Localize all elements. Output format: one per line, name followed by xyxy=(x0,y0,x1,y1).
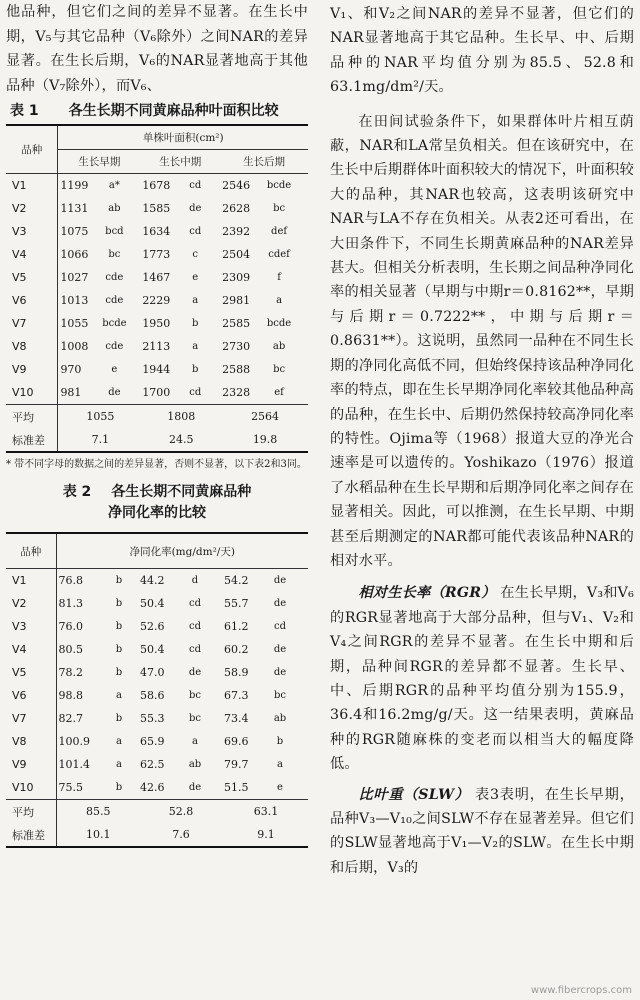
table2-mid-sig: bc xyxy=(188,713,201,724)
table1-caption xyxy=(6,100,308,120)
table1-sd-value: 24.5 xyxy=(168,433,194,446)
table2-variety: V2 xyxy=(12,597,27,610)
table1-variety: V1 xyxy=(12,179,27,192)
table1-mid-value: 1585 xyxy=(142,202,171,215)
table2-mid-sig: cd xyxy=(188,644,201,655)
left-column xyxy=(6,0,308,848)
table1-row xyxy=(6,243,308,266)
table1-row xyxy=(6,289,308,312)
table1-row xyxy=(6,358,308,381)
table1-title: 各生长期不同黄麻品种叶面积比较 xyxy=(68,103,279,119)
table2-row xyxy=(6,615,308,638)
table2-mid-sig: cd xyxy=(188,598,201,609)
table2-mid-sig: d xyxy=(191,575,199,586)
table2-early-sig: b xyxy=(115,644,123,655)
table2-late-sig: cd xyxy=(273,621,286,632)
table1-mid-sig: cd xyxy=(189,387,202,398)
table1-mean-value: 2564 xyxy=(251,410,280,423)
table1-early-sig: e xyxy=(111,364,118,375)
table2-early-value: 100.9 xyxy=(56,730,100,753)
table2-early-sig: b xyxy=(115,575,123,586)
table2-late-value: 58.9 xyxy=(224,666,249,679)
table2-late-sig: b xyxy=(276,736,284,747)
table1-early-value: 1075 xyxy=(58,220,89,243)
rgr-paragraph xyxy=(330,581,634,776)
table1-mid-sig: e xyxy=(192,272,199,283)
table2-row xyxy=(6,661,308,684)
table1-early-value: 1013 xyxy=(58,289,89,312)
table1-early-sig: a* xyxy=(108,180,120,191)
table2-mid-value: 62.5 xyxy=(140,758,165,771)
table2-variety: V9 xyxy=(12,758,27,771)
table1-variety-header: 品种 xyxy=(21,144,43,156)
table2 xyxy=(6,532,308,848)
table1-mid-value: 1700 xyxy=(142,386,171,399)
table2-mean-value: 63.1 xyxy=(253,805,279,818)
table2-late-value: 61.2 xyxy=(224,620,249,633)
table1-late-sig: ab xyxy=(272,341,286,352)
rgr-text: 在生长早期，V₃和V₆的RGR显著地高于大部分品种，但与V₁、V₂和V₄之间RGR的差异不显著。在生长中期和后期，品种间RGR的差异都不显著。生长早、中、后期RGR的品种平均值分别为155.9，36.4和16.2mg/g/天。这一结果表明，黄麻品种的RGR随麻株的变老而以相当大的幅度降低。 xyxy=(330,585,634,773)
table1-early-sig: cde xyxy=(105,295,124,306)
table1-row xyxy=(6,220,308,243)
table1-variety: V4 xyxy=(12,248,27,261)
right-column xyxy=(330,0,634,880)
table1-late-sig: f xyxy=(277,272,281,283)
site-watermark: www.fibercrops.com xyxy=(530,985,632,996)
table2-mid-sig: bc xyxy=(188,690,201,701)
table2-variety: V8 xyxy=(12,735,27,748)
nar-paragraph-end: V₁、和V₂之间NAR的差异不显著，但它们的NAR显著地高于其它品种。生长早、中、后期品种的NAR平均值分别为85.5、52.8和63.1mg/dm²/天。 xyxy=(330,6,634,96)
table2-late-value: 55.7 xyxy=(224,597,249,610)
table1-late-sig: a xyxy=(276,295,283,306)
table2-mean-value: 85.5 xyxy=(56,800,138,824)
table1-early-value: 1008 xyxy=(58,335,89,358)
table2-sd-label: 标准差 xyxy=(12,828,45,842)
table1-late-sig: bcde xyxy=(266,318,292,329)
table2-late-value: 67.3 xyxy=(224,689,249,702)
table1-period-mid: 生长中期 xyxy=(140,150,220,174)
table1-late-value: 2309 xyxy=(222,271,251,284)
table1-mid-sig: de xyxy=(189,203,202,214)
table2-row xyxy=(6,638,308,661)
table2-title-line2: 净同化率的比较 xyxy=(108,505,206,521)
table2-early-sig: b xyxy=(115,713,123,724)
table1-early-value: 981 xyxy=(58,381,89,405)
table1-early-value: 1066 xyxy=(58,243,89,266)
table1-early-sig: cde xyxy=(105,341,124,352)
table2-late-sig: de xyxy=(273,575,287,586)
table2-early-value: 101.4 xyxy=(56,753,100,776)
table1-mid-value: 1467 xyxy=(142,271,171,284)
table2-mid-sig: de xyxy=(188,667,202,678)
table2-late-value: 73.4 xyxy=(224,712,249,725)
table2-row xyxy=(6,776,308,800)
table2-row xyxy=(6,730,308,753)
table2-variety: V1 xyxy=(12,574,27,587)
table2-row xyxy=(6,753,308,776)
table2-early-sig: b xyxy=(115,782,123,793)
table1-row xyxy=(6,174,308,198)
table1-unit-header: 单株叶面积(cm²) xyxy=(58,125,308,150)
table1-mean-row xyxy=(6,405,308,429)
table1-early-value: 1055 xyxy=(58,312,89,335)
table2-early-value: 78.2 xyxy=(56,661,100,684)
table1-late-value: 2730 xyxy=(222,340,251,353)
table1-mid-sig: c xyxy=(192,249,199,260)
table2-mid-value: 52.6 xyxy=(140,620,165,633)
table1-early-value: 970 xyxy=(58,358,89,381)
table-footnote: * 带不同字母的数据之间的差异显著，否则不显著，以下表2和3同。 xyxy=(6,459,307,470)
table1-row xyxy=(6,197,308,220)
table1-sd-label: 标准差 xyxy=(12,433,45,447)
table2-late-sig: de xyxy=(273,667,287,678)
table1-row xyxy=(6,266,308,289)
table1-late-value: 2628 xyxy=(222,202,251,215)
table1-late-value: 2588 xyxy=(222,363,251,376)
table2-sd-value: 9.1 xyxy=(257,828,275,841)
table2-early-sig: b xyxy=(115,667,123,678)
table1-sd-value: 7.1 xyxy=(58,428,140,452)
table2-mid-sig: de xyxy=(188,782,202,793)
table2-row xyxy=(6,592,308,615)
table2-mid-value: 50.4 xyxy=(140,643,165,656)
table1-mid-value: 1634 xyxy=(142,225,171,238)
table2-row xyxy=(6,707,308,730)
table2-early-value: 81.3 xyxy=(56,592,100,615)
table2-unit-header: 净同化率(mg/dm²/天) xyxy=(56,533,308,569)
table2-early-sig: a xyxy=(116,736,122,747)
table1-row xyxy=(6,335,308,358)
table2-mid-value: 42.6 xyxy=(140,781,165,794)
table2-early-sig: a xyxy=(116,759,122,770)
table1-late-sig: bc xyxy=(273,364,286,375)
table1-late-value: 2981 xyxy=(222,294,251,307)
table1-mid-value: 1678 xyxy=(142,179,171,192)
table1-row xyxy=(6,381,308,405)
intro-paragraph: 他品种，但它们之间的差异不显著。在生长中期，V₅与其它品种（V₆除外）之间NAR的差异显著。在生长后期，V₆的NAR显著地高于其他品种（V₇除外），而V₆、 xyxy=(6,4,308,94)
table2-late-value: 54.2 xyxy=(224,574,249,587)
table2-caption xyxy=(6,480,308,524)
table2-mid-value: 55.3 xyxy=(140,712,165,725)
table2-mean-label: 平均 xyxy=(12,805,34,819)
table1-variety: V7 xyxy=(12,317,27,330)
table2-early-value: 76.8 xyxy=(56,569,100,593)
table2-late-sig: de xyxy=(273,644,287,655)
table2-late-value: 79.7 xyxy=(224,758,249,771)
table1-early-sig: bcd xyxy=(105,226,124,237)
table1-mid-sig: a xyxy=(192,341,199,352)
table1-row xyxy=(6,312,308,335)
table1-mid-sig: b xyxy=(192,318,199,329)
table1-early-sig: ab xyxy=(108,203,121,214)
table1-late-value: 2328 xyxy=(222,386,251,399)
table1-mean-label: 平均 xyxy=(12,410,34,424)
rgr-heading: 相对生长率（RGR） xyxy=(358,585,496,602)
table1-late-sig: bc xyxy=(273,203,286,214)
table1-period-late: 生长后期 xyxy=(220,150,308,174)
table2-variety: V3 xyxy=(12,620,27,633)
table1-early-sig: cde xyxy=(105,272,124,283)
table1-mid-value: 1944 xyxy=(142,363,171,376)
nar-discussion-text: 在田间试验条件下，如果群体叶片相互荫蔽，NAR和LA常呈负相关。但在该研究中，在生长中后期群体叶面积较大的情况下，叶面积较大的品种，其NAR也较高，这表明该研究中NAR与LA不存在负相关。从表2还可看出，在大田条件下，不同生长期黄麻品种的NAR差异甚大。但相关分析表明，生长期之间品种净同化率的相关显著（早期与中期r＝0.8162**，早期与后期r＝0.7222**，中期与后期r＝0.8631**）。这说明，虽然同一品种在不同生长期的净同化高低不同，但始终保持该品种净同化率的特点，即在生长早期净同化率较其他品种高的品种，在生长中、后期仍然保持较高净同化率的特性。Ojima等（1968）报道大豆的净光合速率是可以遗传的。Yoshikazo（1976）报道了水稻品种在生长早期和后期净同化率之间存在显著相关。因此，可以推测，在生长早期、中期甚至后期测定的NAR都可能代表该品种NAR的相对水平。 xyxy=(330,113,634,569)
table2-late-value: 51.5 xyxy=(224,781,249,794)
table1 xyxy=(6,124,308,453)
table1-late-sig: cdef xyxy=(268,249,290,260)
table1-sd-value: 19.8 xyxy=(252,433,278,446)
table2-late-sig: de xyxy=(273,598,287,609)
table1-mid-value: 1950 xyxy=(142,317,171,330)
table2-mid-value: 65.9 xyxy=(140,735,165,748)
table1-variety: V9 xyxy=(12,363,27,376)
table2-sd-row xyxy=(6,823,308,847)
table1-early-sig: bc xyxy=(108,249,121,260)
table1-variety: V5 xyxy=(12,271,27,284)
table1-mean-value: 1055 xyxy=(58,405,140,429)
table2-late-sig: bc xyxy=(273,690,286,701)
table2-late-sig: ab xyxy=(273,713,287,724)
table1-mid-sig: a xyxy=(192,295,199,306)
table1-late-value: 2392 xyxy=(222,225,251,238)
table2-mid-value: 50.4 xyxy=(140,597,165,610)
table2-early-sig: b xyxy=(115,598,123,609)
table1-variety: V6 xyxy=(12,294,27,307)
table2-late-value: 60.2 xyxy=(224,643,249,656)
table1-early-sig: de xyxy=(108,387,121,398)
table2-sd-value: 7.6 xyxy=(172,828,190,841)
table2-mid-sig: cd xyxy=(188,621,201,632)
table1-early-value: 1131 xyxy=(58,197,89,220)
table2-early-value: 82.7 xyxy=(56,707,100,730)
table2-late-value: 69.6 xyxy=(224,735,249,748)
table2-early-value: 75.5 xyxy=(56,776,100,800)
table2-row xyxy=(6,569,308,593)
table2-title-line1: 各生长期不同黄麻品种 xyxy=(111,484,252,500)
table2-early-sig: a xyxy=(116,690,122,701)
table2-mean-row xyxy=(6,800,308,824)
table2-sd-value: 10.1 xyxy=(56,823,138,847)
table2-variety: V4 xyxy=(12,643,27,656)
table1-mid-value: 2113 xyxy=(142,340,171,353)
table1-sd-row xyxy=(6,428,308,452)
table2-early-value: 76.0 xyxy=(56,615,100,638)
table2-early-value: 80.5 xyxy=(56,638,100,661)
table1-late-sig: bcde xyxy=(266,180,292,191)
table1-late-value: 2504 xyxy=(222,248,251,261)
table1-mid-value: 1773 xyxy=(142,248,171,261)
table2-variety-header: 品种 xyxy=(20,545,42,558)
table2-mid-sig: ab xyxy=(188,759,202,770)
table2-variety: V6 xyxy=(12,689,27,702)
table1-variety: V3 xyxy=(12,225,27,238)
table1-mid-sig: b xyxy=(192,364,199,375)
table1-mid-value: 2229 xyxy=(142,294,171,307)
table1-mid-sig: cd xyxy=(189,180,202,191)
table1-mean-value: 1808 xyxy=(167,410,196,423)
table2-early-value: 98.8 xyxy=(56,684,100,707)
table2-variety: V7 xyxy=(12,712,27,725)
table1-early-value: 1027 xyxy=(58,266,89,289)
table2-late-sig: a xyxy=(277,759,283,770)
nar-discussion-paragraph xyxy=(330,110,634,574)
table1-variety: V8 xyxy=(12,340,27,353)
table1-period-early: 生长早期 xyxy=(58,150,140,174)
table2-row xyxy=(6,684,308,707)
table1-early-value: 1199 xyxy=(58,174,89,198)
table1-late-value: 2585 xyxy=(222,317,251,330)
table1-mid-sig: cd xyxy=(189,226,202,237)
table2-variety: V5 xyxy=(12,666,27,679)
table2-mid-value: 44.2 xyxy=(140,574,165,587)
table1-late-value: 2546 xyxy=(222,179,251,192)
table2-late-sig: e xyxy=(277,782,283,793)
table1-label: 表 1 xyxy=(10,103,39,119)
table2-label: 表 2 xyxy=(62,484,92,500)
slw-paragraph xyxy=(330,783,634,881)
table2-early-sig: b xyxy=(115,621,123,632)
table1-late-sig: ef xyxy=(274,387,284,398)
table1-late-sig: def xyxy=(271,226,288,237)
table2-mid-value: 58.6 xyxy=(140,689,165,702)
table1-variety: V2 xyxy=(12,202,27,215)
table1-variety: V10 xyxy=(12,386,34,399)
slw-text: 表3表明，在生长早期，品种V₃—V₁₀之间SLW不存在显著差异。但它们的SLW显著地高于V₁—V₂的SLW。在生长中期和后期，V₃的 xyxy=(330,786,634,876)
table2-mid-value: 47.0 xyxy=(140,666,165,679)
table1-early-sig: bcde xyxy=(102,318,127,329)
table2-mean-value: 52.8 xyxy=(168,805,194,818)
slw-heading: 比叶重（SLW） xyxy=(358,786,470,803)
table2-variety: V10 xyxy=(12,781,34,794)
table2-mid-sig: a xyxy=(192,736,198,747)
